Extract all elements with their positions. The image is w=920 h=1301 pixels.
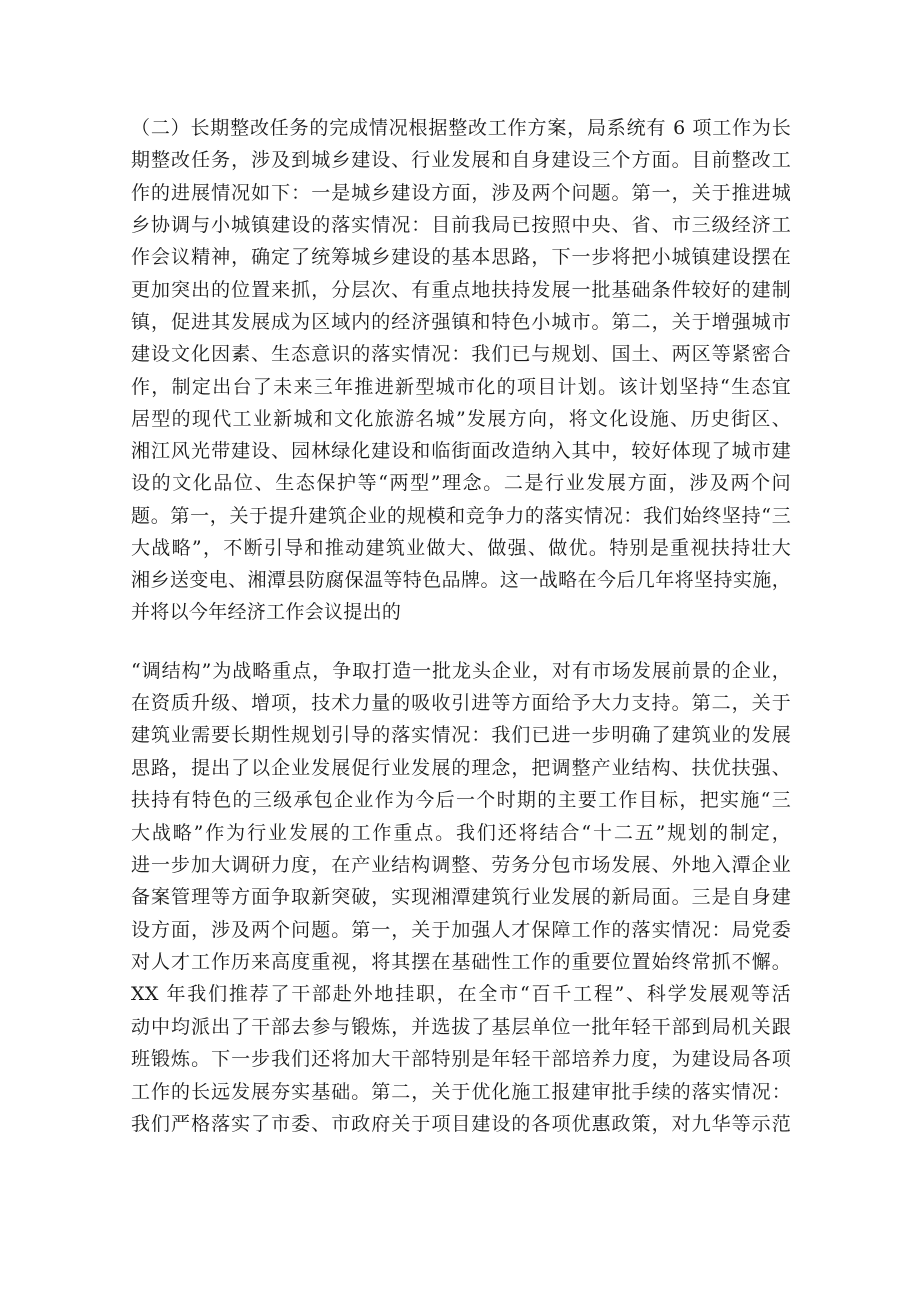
text-line: 我们严格落实了市委、市政府关于项目建设的各项优惠政策，对九华等示范 [131,1113,791,1135]
text-line: 题。第一，关于提升建筑企业的规模和竞争力的落实情况：我们始终坚持“三 [131,505,791,527]
text-line: 居型的现代工业新城和文化旅游名城”发展方向，将文化设施、历史街区、 [131,408,791,430]
text-line: 扶持有特色的三级承包企业作为今后一个时期的主要工作目标，把实施“三 [131,789,791,811]
text-line: （二）长期整改任务的完成情况根据整改工作方案，局系统有 6 项工作为长 [131,117,791,139]
text-line: 对人才工作历来高度重视，将其摆在基础性工作的重要位置始终常抓不懈。 [131,951,791,973]
text-line: 更加突出的位置来抓，分层次、有重点地扶持发展一批基础条件较好的建制 [131,279,791,301]
text-line: 备案管理等方面争取新突破，实现湘潭建筑行业发展的新局面。三是自身建 [131,886,791,908]
text-line: 设的文化品位、生态保护等“两型”理念。二是行业发展方面，涉及两个问 [131,472,791,494]
text-line: 乡协调与小城镇建设的落实情况：目前我局已按照中央、省、市三级经济工 [131,214,791,236]
text-line: 镇，促进其发展成为区域内的经济强镇和特色小城市。第二，关于增强城市 [131,311,791,333]
text-line: XX 年我们推荐了干部赴外地挂职，在全市“百千工程”、科学发展观等活 [131,983,791,1005]
text-line: 动中均派出了干部去参与锻炼，并选拔了基层单位一批年轻干部到局机关跟 [131,1016,791,1038]
text-line: 思路，提出了以企业发展促行业发展的理念，把调整产业结构、扶优扶强、 [131,757,791,779]
text-line: 设方面，涉及两个问题。第一，关于加强人才保障工作的落实情况：局党委 [131,919,791,941]
text-line: 班锻炼。下一步我们还将加大干部特别是年轻干部培养力度，为建设局各项 [131,1048,791,1070]
text-line: 建设文化因素、生态意识的落实情况：我们已与规划、国土、两区等紧密合 [131,343,791,365]
text-line: 作，制定出台了未来三年推进新型城市化的项目计划。该计划坚持“生态宜 [131,376,791,398]
text-line: 在资质升级、增项，技术力量的吸收引进等方面给予大力支持。第二，关于 [131,692,791,714]
text-line: 大战略”作为行业发展的工作重点。我们还将结合“十二五”规划的制定， [131,822,791,844]
text-line: 并将以今年经济工作会议提出的 [131,601,402,623]
text-line: 建筑业需要长期性规划引导的落实情况：我们已进一步明确了建筑业的发展 [131,724,791,746]
text-line: 工作的长远发展夯实基础。第二，关于优化施工报建审批手续的落实情况： [131,1081,791,1103]
text-line: 作会议精神，确定了统筹城乡建设的基本思路，下一步将把小城镇建设摆在 [131,246,791,268]
text-line: 湘乡送变电、湘潭县防腐保温等特色品牌。这一战略在今后几年将坚持实施， [131,569,791,591]
text-line: 进一步加大调研力度，在产业结构调整、劳务分包市场发展、外地入潭企业 [131,854,791,876]
text-line: “调结构”为战略重点，争取打造一批龙头企业，对有市场发展前景的企业， [131,660,791,682]
text-line: 大战略”，不断引导和推动建筑业做大、做强、做优。特别是重视扶持壮大 [131,537,791,559]
text-line: 湘江风光带建设、园林绿化建设和临街面改造纳入其中，较好体现了城市建 [131,440,791,462]
text-line: 期整改任务，涉及到城乡建设、行业发展和自身建设三个方面。目前整改工 [131,149,791,171]
text-line: 作的进展情况如下：一是城乡建设方面，涉及两个问题。第一，关于推进城 [131,182,791,204]
